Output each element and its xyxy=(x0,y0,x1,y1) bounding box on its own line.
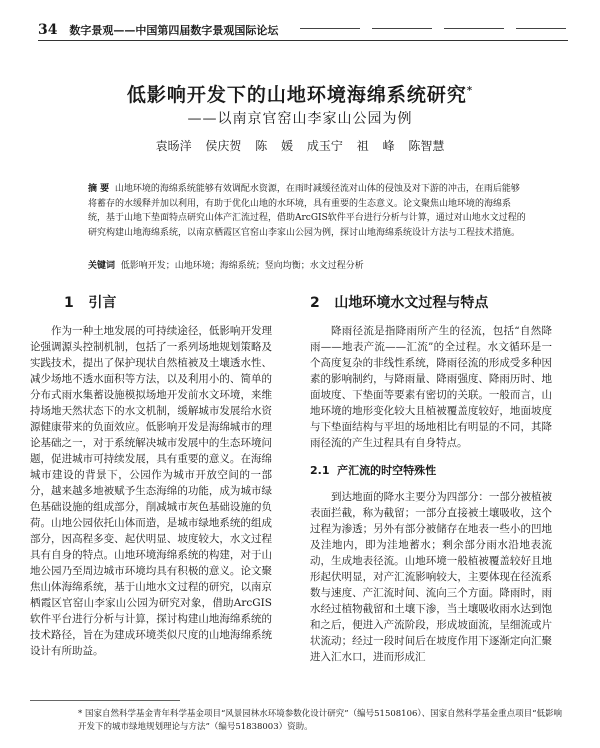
right-column xyxy=(310,295,552,665)
header-dash xyxy=(300,28,360,29)
subsection-number: 2.1 xyxy=(310,464,330,477)
author: 成玉宁 xyxy=(306,139,343,153)
footnote-text: 国家自然科学基金青年科学基金项目“风景园林水环境参数化设计研究”（编号51508106）、国家自然科学基金重点项目“低影响开发下的城市绿地规划理论与方法”（编号51838003）资助。 xyxy=(78,709,563,732)
author: 袁旸洋 xyxy=(155,139,192,153)
author: 陈智慧 xyxy=(408,139,445,153)
section-2-heading xyxy=(310,295,552,311)
section-title: 引言 xyxy=(88,295,117,311)
author-list xyxy=(0,137,600,154)
left-column xyxy=(30,295,272,659)
title-text: 低影响开发下的山地环境海绵系统研究 xyxy=(126,84,467,106)
footnote-mark: * xyxy=(78,709,83,719)
running-head xyxy=(38,22,278,38)
header-dash xyxy=(516,28,566,29)
header-dash xyxy=(372,28,432,29)
abstract-text: 山地环境的海绵系统能够有效调配水资源，在雨时减缓径流对山体的侵蚀及对下游的冲击，在雨后能够将蓄存的水缓释并加以利用，有助于优化山地的水环境，具有重要的生态意义。论文聚焦山地环境的海绵系统，基于山地下垫面特点研究山体产汇流过程，借助ArcGIS软件平台进行分析与计算，通过对山地水文过程的研究构建山地海绵系统，以南京栖霞区官窑山李家山公园为例，探讨山地海绵系统设计方法与工程技术措施。 xyxy=(88,184,526,238)
keywords-label: 关键词 xyxy=(88,261,116,271)
section-2-paragraph: 降雨径流是指降雨所产生的径流，包括“自然降雨——地表产流——汇流”的全过程。水文循环是一个高度复杂的非线性系统，降雨径流的形成受多种因素的影响制约，与降雨量、降雨强度、降雨历时、地面坡度、下垫面等要素有密切的关联。一般而言，山地环境的地形变化较大且植被覆盖度较好，地面坡度与下垫面结构与平坦的场地相比有明显的不同，其降雨径流的产生过程具有自身特点。 xyxy=(310,325,552,449)
page-number: 34 xyxy=(38,22,58,38)
section-number: 1 xyxy=(64,295,74,311)
footnote-rule xyxy=(30,700,180,701)
abstract xyxy=(88,182,528,240)
footnote xyxy=(78,708,568,734)
subsection-title: 产汇流的时空特殊性 xyxy=(337,464,437,477)
keywords xyxy=(88,258,528,271)
running-title: 数字景观——中国第四届数字景观国际论坛 xyxy=(69,24,279,37)
subsection-2-1-paragraph: 到达地面的降水主要分为四部分：一部分被植被表面拦截，称为截留；一部分直接被土壤吸收，这个过程为渗透；另外有部分被储存在地表一些小的凹地及洼地内，即为洼地蓄水；剩余部分雨水沿地表流动，生成地表径流。山地环境一般植被覆盖较好且地形起伏明显，对产汇流影响较大，主要体现在径流系数与速度、产汇流时间、流向三个方面。降雨时，雨水经过植物截留和土壤下渗，当土壤吸收雨水达到饱和之后，便进入产流阶段，形成坡面流，呈细流或片状流动；经过一段时间后在坡度作用下逐渐定向汇聚进入汇水口，进而形成汇 xyxy=(310,491,552,663)
section-number: 2 xyxy=(310,295,320,311)
abstract-label: 摘 要 xyxy=(88,184,110,194)
section-title: 山地环境水文过程与特点 xyxy=(334,295,489,311)
title-footnote-mark: * xyxy=(466,85,474,97)
author: 侯庆贺 xyxy=(205,139,242,153)
keywords-text: 低影响开发；山地环境；海绵系统；竖向均衡；水文过程分析 xyxy=(120,261,364,271)
header-dash xyxy=(444,28,504,29)
subsection-2-1-heading xyxy=(310,463,552,479)
header-rule xyxy=(38,40,568,41)
paper-subtitle: ——以南京官窑山李家山公园为例 xyxy=(187,111,413,127)
author: 祖 峰 xyxy=(356,139,395,153)
section-1-heading xyxy=(64,295,272,311)
paper-title xyxy=(0,80,600,107)
intro-paragraph: 作为一种土地发展的可持续途径，低影响开发理论强调源头控制机制，包括了一系列场地规划策略及实践技术，提出了保护现状自然植被及土壤透水性、减少场地不透水面积等方法，以及利用小的、简单的分布式雨水集蓄设施模拟场地开发前水文环境，来维持场地天然状态下的水文机制，缓解城市发展给水资源健康带来的负面效应。低影响开发是海绵城市的理论基础之一，对于系统解决城市发展中的生态环境问题，促进城市可持续发展，具有重要的意义。在海绵城市建设的背景下，公园作为城市开放空间的一部分，越来越多地被赋予生态海绵的功能，成为城市绿色基础设施的组成部分，削减城市灰色基础设施的负荷。山地公园依托山体而造，是城市绿地系统的组成部分，因高程多变、起伏明显、坡度较大，水文过程具有自身的特点。山地环境海绵系统的构建，对于山地公园乃至周边城市环境均具有积极的意义。论文聚焦山体海绵系统，基于山地水文过程的研究，以南京栖霞区官窑山李家山公园为研究对象，借助ArcGIS软件平台进行分析与计算，探讨构建山地海绵系统的技术路径，旨在为建成环境类似尺度的山地海绵系统设计有所助益。 xyxy=(30,325,272,657)
author: 陈 媛 xyxy=(255,139,294,153)
